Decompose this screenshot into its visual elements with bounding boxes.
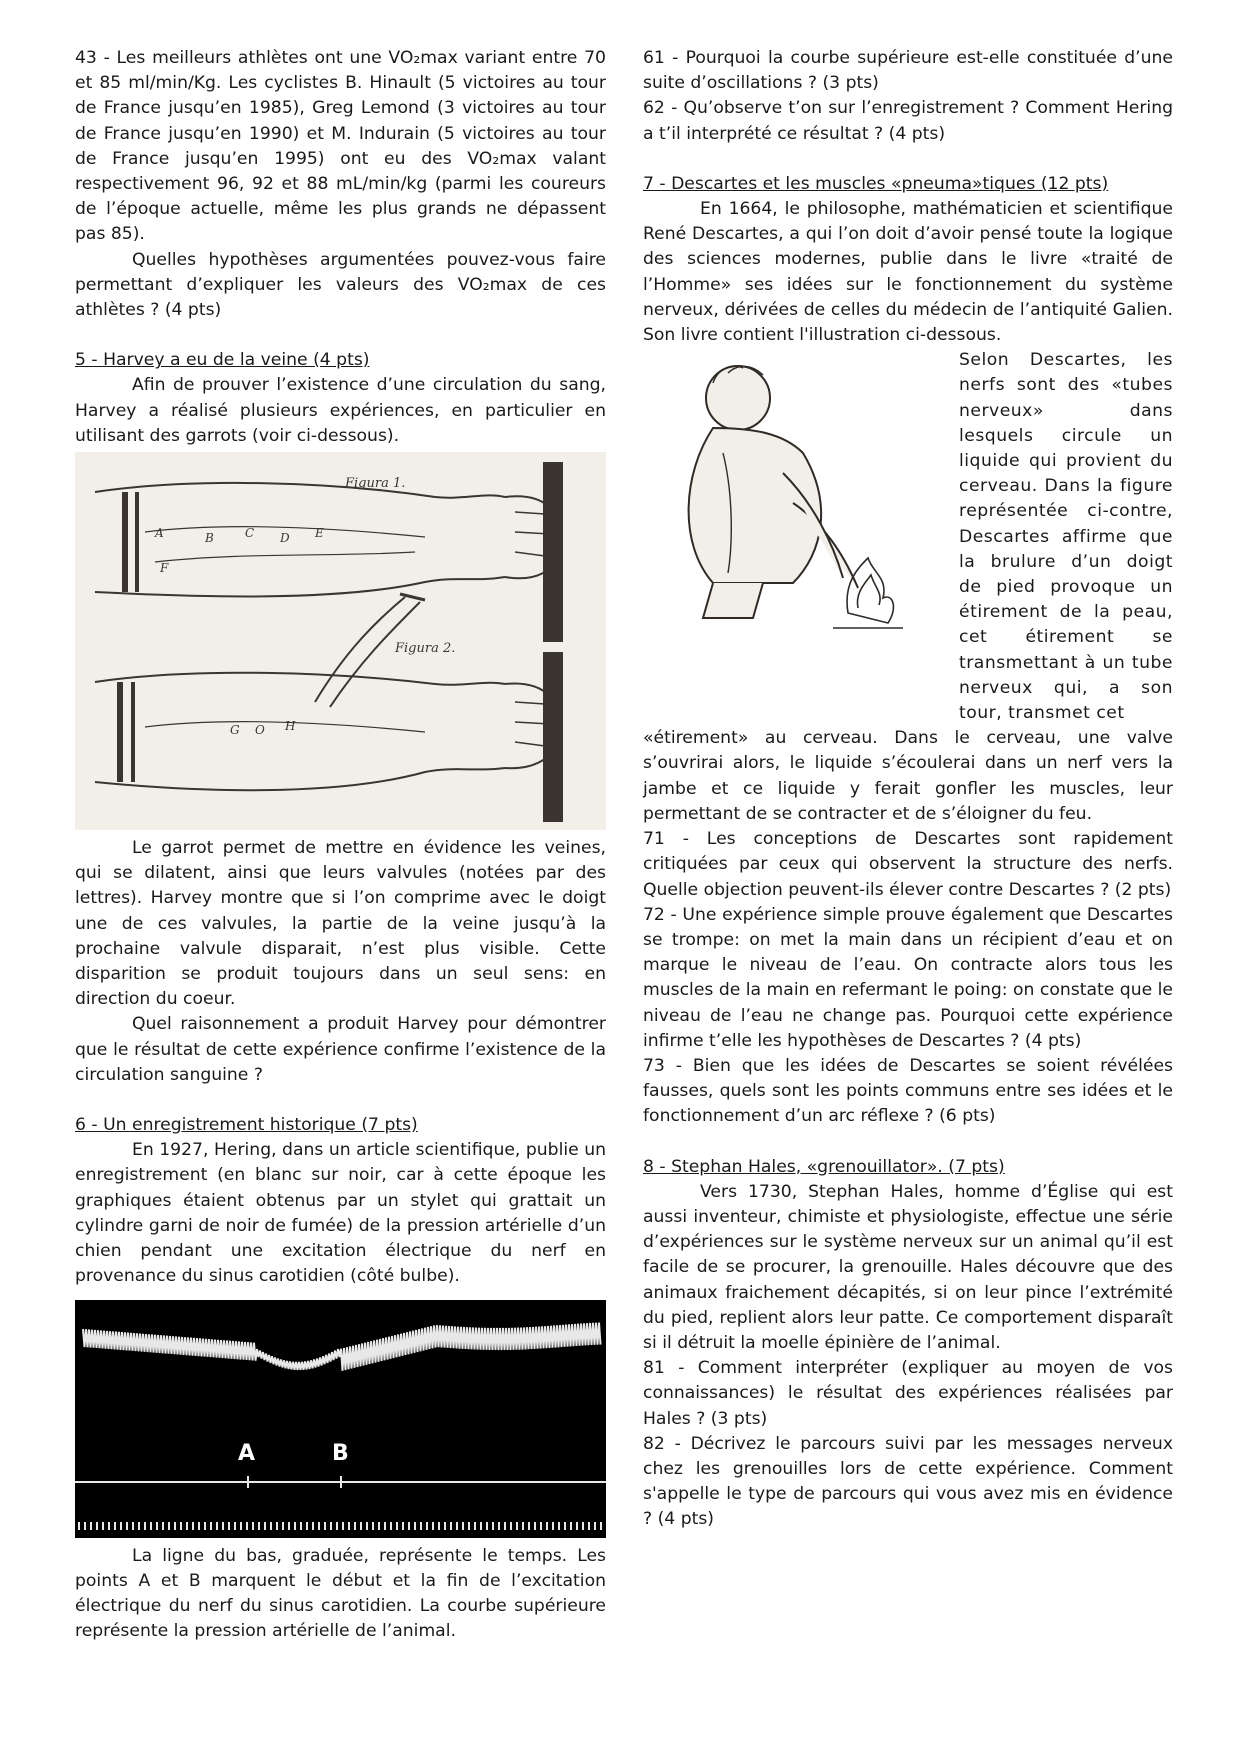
valve-letter: F [160,561,169,576]
section-8-intro: Vers 1730, Stephan Hales, homme d’Église qui est aussi inventeur, chimiste et physiologiste, effectue une série d’expériences sur le système nerveux sur un animal qu’il est facile de se procurer, la grenouille. Hales découvre que des animaux fraichement décapités, si on leur pince l’extrémité du pied, replient alors leur patte. Ce comportement disparaît si il détruit la moelle épinière de l’animal. [643,1181,1173,1353]
question-72: 72 - Une expérience simple prouve également que Descartes se trompe: on met la main dans un récipient d’eau et on marque le niveau de l’eau. On contracte alors tous les muscles de la main en refermant le poing: on constate que le niveau de l’eau ne change pas. Pourquoi cette expérience infirme t’elle les hypothèses de Descartes ? (4 pts) [643,904,1173,1051]
question-43-prompt: Quelles hypothèses argumentées pouvez-vous faire permettant d’expliquer les valeurs des VO₂max de ces athlètes ? (4 pts) [75,249,606,321]
right-column [643,46,1173,1533]
question-81: 81 - Comment interpréter (expliquer au moyen de vos connaissances) le résultat des expériences réalisées par Hales ? (3 pts) [643,1358,1173,1429]
harvey-arms-engraving [75,452,606,830]
section-7-intro: En 1664, le philosophe, mathématicien et scientifique René Descartes, a qui l’on doit d’avoir pensé toute la logique des sciences modernes, publie dans le livre «traité de l’Homme» ses idées sur le fonctionnement du système nerveux, dérivées de celles du médecin de l’antiquité Galien. Son livre contient l'illustration ci-dessous. [643,199,1173,346]
section-5-intro: Afin de prouver l’existence d’une circulation du sang, Harvey a réalisé plusieurs expériences, en particulier en utilisant des garrots (voir ci-dessous). [75,375,606,446]
section-5-heading: 5 - Harvey a eu de la veine (4 pts) [75,350,370,371]
section-7-continued: «étirement» au cerveau. Dans le cerveau, une valve s’ouvrirai alors, le liquide s’écoulerai dans un nerf vers la jambe et ce liquide y ferait gonfler les muscles, leur permettant de se contracter et de s’éloigner du feu. [643,728,1173,824]
valve-letter: O [255,723,265,738]
question-71: 71 - Les conceptions de Descartes sont rapidement critiquées par ceux qui observent la structure des nerfs. Quelle objection peuvent-ils élever contre Descartes ? (2 pts) [643,829,1173,900]
valve-letter: G [230,723,240,738]
section-8-heading: 8 - Stephan Hales, «grenouillator». (7 pts) [643,1156,1005,1177]
valve-letter: D [280,531,290,546]
valve-letter: C [245,526,255,541]
section-6-intro: En 1927, Hering, dans un article scientifique, publie un enregistrement (en blanc sur noir, car à cette époque les graphiques étaient obtenus par un stylet qui grattait un cylindre garni de noir de fumée) de la pression artérielle d’un chien pendant une excitation électrique du nerf en provenance du sinus carotidien (côté bulbe). [75,1140,606,1287]
point-b-label: B [332,1440,349,1466]
section-6-caption: La ligne du bas, graduée, représente le temps. Les points A et B marquent le début et la fin de l’excitation électrique du nerf du sinus carotidien. La courbe supérieure représente la pression artérielle de l’animal. [75,1545,606,1642]
question-82: 82 - Décrivez le parcours suivi par les messages nerveux chez les grenouilles lors de cette expérience. Comment s'appelle le type de parcours qui vous avez mis en évidence ? (4 pts) [643,1433,1173,1530]
valve-letter: B [205,531,214,546]
valve-letter: H [285,719,296,734]
section-5-text: Le garrot permet de mettre en évidence les veines, qui se dilatent, ainsi que leurs valvules (notées par des lettres). Harvey montre que si l’on comprime avec le doigt une de ces valvules, la partie de la veine jusqu’à la prochaine valvule disparait, n’est plus visible. Cette disparition se produit toujours dans un seul sens: en direction du coeur. [75,838,606,1010]
question-43: 43 - Les meilleurs athlètes ont une VO₂max variant entre 70 et 85 ml/min/Kg. Les cyclistes B. Hinault (5 victoires au tour de France jusqu’en 1985), Greg Lemond (3 victoires au tour de France jusqu’en 1990) et M. Indurain (5 victoires au tour de France jusqu’en 1995) ont eu des VO₂max valant respectivement 96, 92 et 88 mL/min/kg (parmi les coureurs de l’époque actuelle, même les plus grands ne dépassent pas 85). [75,48,606,245]
question-61: 61 - Pourquoi la courbe supérieure est-elle constituée d’une suite d’oscillations ? (3 pts) [643,48,1173,94]
hering-recording [75,1300,606,1538]
left-column [75,46,606,1644]
point-a-label: A [238,1440,256,1466]
valve-letter: E [315,526,324,541]
descartes-figure [643,353,913,643]
question-73: 73 - Bien que les idées de Descartes se soient révélées fausses, quels sont les points communs entre ses idées et le fonctionnement d’un arc réflexe ? (6 pts) [643,1055,1173,1127]
figure-1-label: Figura 1. [345,476,406,492]
valve-letter: A [155,526,164,541]
section-6-heading: 6 - Un enregistrement historique (7 pts) [75,1115,418,1136]
figure-2-label: Figura 2. [395,641,456,657]
section-5-question: Quel raisonnement a produit Harvey pour démontrer que le résultat de cette expérience confirme l’existence de la circulation sanguine ? [75,1014,606,1085]
question-62: 62 - Qu’observe t’on sur l’enregistrement ? Comment Hering a t’il interprété ce résultat ? (4 pts) [643,98,1173,144]
section-7-heading: 7 - Descartes et les muscles «pneuma»tiques (12 pts) [643,173,1109,194]
section-7-wrap-text: Selon Descartes, les nerfs sont des «tubes nerveux» dans lesquels circule un liquide qui provient du cerveau. Dans la figure représentée ci-contre, Descartes affirme que la brulure d’un doigt de pied provoque un étirement de la peau, cet étirement se transmettant à un tube nerveux qui, a son tour, transmet cet [959,350,1173,724]
